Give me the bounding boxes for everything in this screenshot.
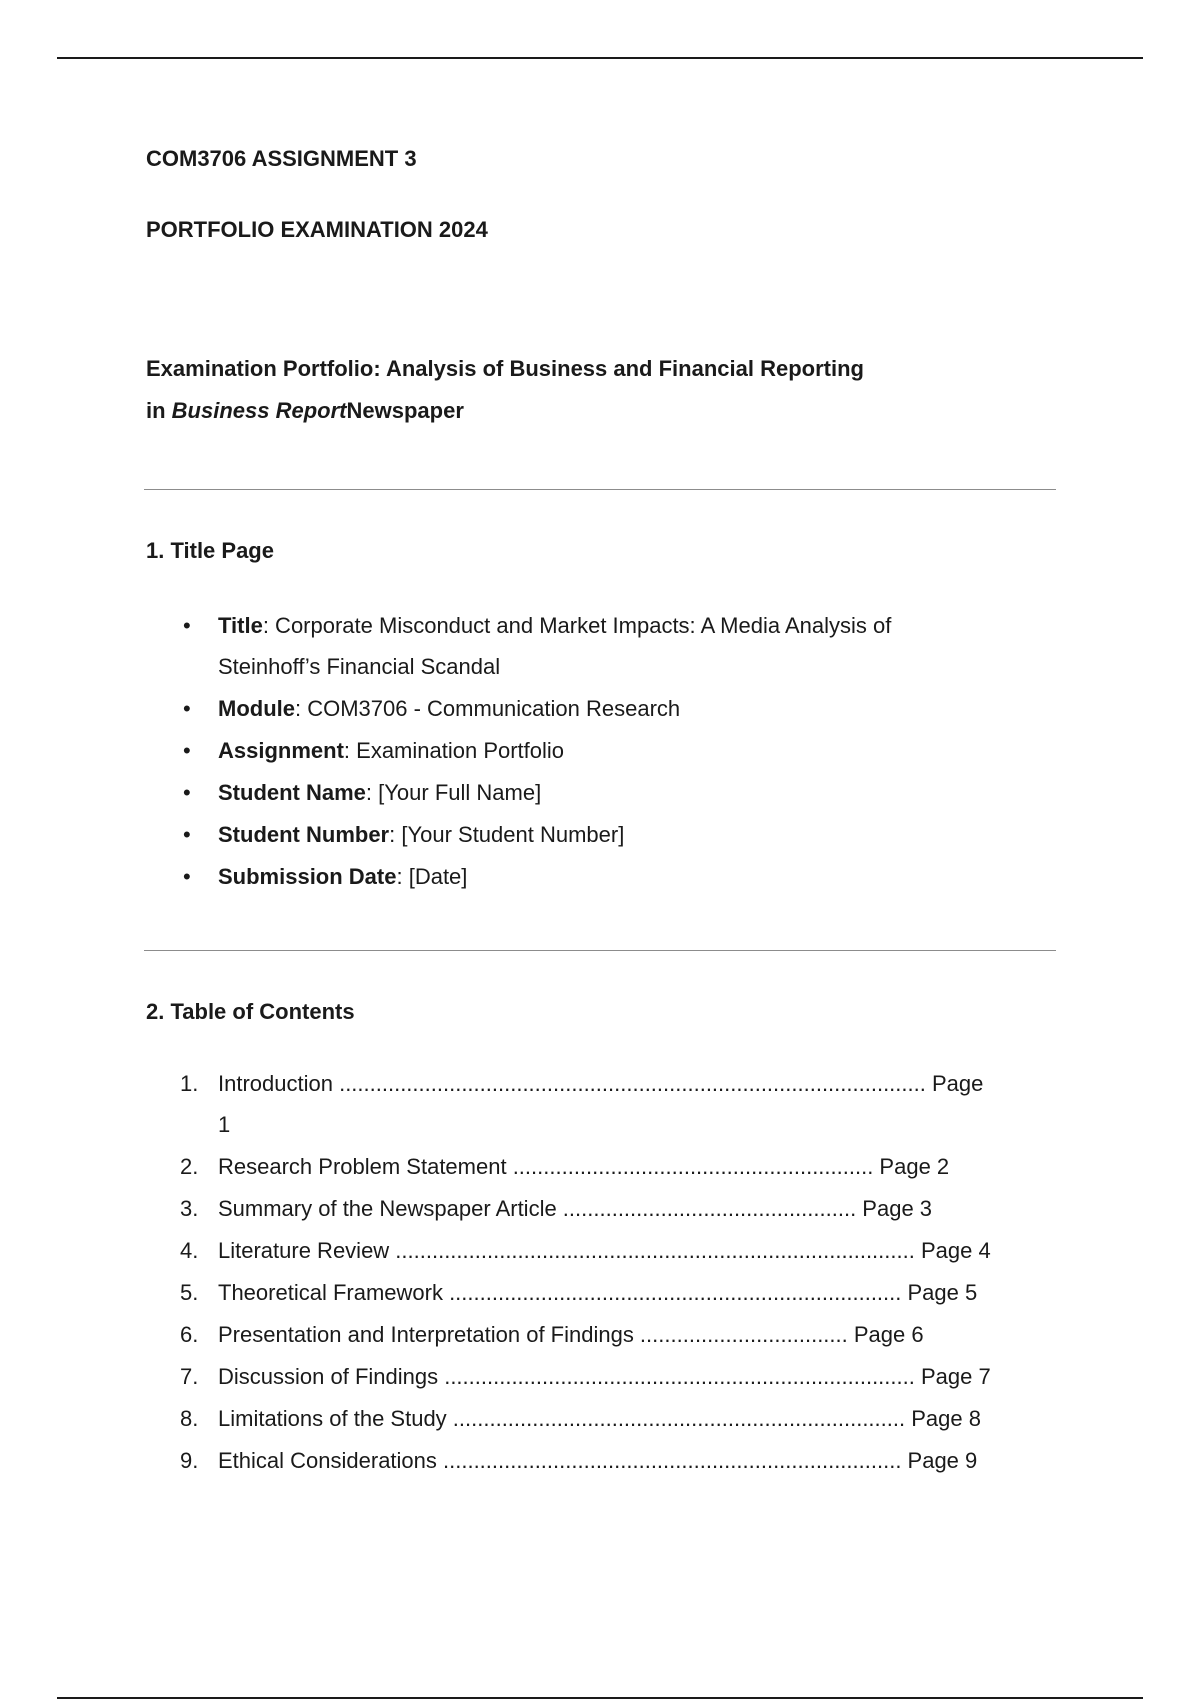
bullet-icon: • bbox=[183, 780, 191, 805]
toc-number: 2. bbox=[180, 1154, 199, 1179]
toc-number: 1. bbox=[180, 1071, 199, 1096]
toc-text: Discussion of Findings ............................................................................. Page 7 bbox=[218, 1364, 991, 1389]
title-page-list bbox=[146, 605, 1056, 898]
section-divider bbox=[144, 950, 1056, 951]
toc-text: Presentation and Interpretation of Findings .................................. Page 6 bbox=[218, 1322, 924, 1347]
toc-entry bbox=[146, 1440, 1056, 1481]
toc-number: 6. bbox=[180, 1322, 199, 1347]
list-item-module bbox=[146, 688, 1056, 729]
exam-title-newspaper-name: Business Report bbox=[171, 398, 347, 423]
toc-number: 4. bbox=[180, 1238, 199, 1263]
item-value: : COM3706 - Communication Research bbox=[295, 696, 681, 721]
toc-entry bbox=[146, 1398, 1056, 1439]
toc-text: Ethical Considerations ........................................................................... Page 9 bbox=[218, 1448, 978, 1473]
bullet-icon: • bbox=[183, 822, 191, 847]
toc-number: 3. bbox=[180, 1196, 199, 1221]
title-page-heading: 1. Title Page bbox=[146, 538, 274, 563]
toc-number: 7. bbox=[180, 1364, 199, 1389]
toc-text: Limitations of the Study .......................................................................... Page 8 bbox=[218, 1406, 981, 1431]
bullet-icon: • bbox=[183, 864, 191, 889]
item-label: Submission Date bbox=[218, 864, 397, 889]
exam-title-line2 bbox=[146, 398, 464, 424]
list-item-submission-date bbox=[146, 856, 1056, 897]
toc-text: Literature Review ..................................................................................... Page 4 bbox=[218, 1238, 991, 1263]
assignment-heading: COM3706 ASSIGNMENT 3 bbox=[146, 146, 417, 171]
page-bottom-rule bbox=[57, 1697, 1143, 1699]
item-label: Student Number bbox=[218, 822, 390, 847]
list-item-title bbox=[146, 605, 1056, 687]
exam-title-prefix: in bbox=[146, 398, 172, 423]
toc-entry bbox=[146, 1356, 1056, 1397]
toc-entry bbox=[146, 1230, 1056, 1271]
toc-heading: 2. Table of Contents bbox=[146, 999, 355, 1024]
exam-title-line1: Examination Portfolio: Analysis of Business and Financial Reporting bbox=[146, 356, 864, 381]
table-of-contents bbox=[146, 1063, 1056, 1482]
item-value: : [Date] bbox=[396, 864, 468, 889]
bullet-icon: • bbox=[183, 738, 191, 763]
portfolio-heading: PORTFOLIO EXAMINATION 2024 bbox=[146, 217, 488, 242]
bullet-icon: • bbox=[183, 696, 191, 721]
toc-text: Theoretical Framework .......................................................................... Page 5 bbox=[218, 1280, 978, 1305]
item-value: : Corporate Misconduct and Market Impacts: A Media Analysis of Steinhoff’s Financial Scandal bbox=[218, 613, 892, 679]
item-value: : [Your Full Name] bbox=[365, 780, 542, 805]
item-value: : Examination Portfolio bbox=[343, 738, 565, 763]
section-divider bbox=[144, 489, 1056, 490]
toc-entry bbox=[146, 1272, 1056, 1313]
item-value: : [Your Student Number] bbox=[389, 822, 625, 847]
list-item-student-name bbox=[146, 772, 1056, 813]
item-label: Assignment bbox=[218, 738, 344, 763]
bullet-icon: • bbox=[183, 613, 191, 638]
toc-entry bbox=[146, 1188, 1056, 1229]
list-item-assignment bbox=[146, 730, 1056, 771]
toc-text: Introduction ................................................................................................ Page 1 bbox=[218, 1071, 984, 1137]
toc-entry bbox=[146, 1063, 998, 1145]
exam-title-suffix: Newspaper bbox=[346, 398, 464, 423]
item-label: Student Name bbox=[218, 780, 366, 805]
toc-text: Research Problem Statement ........................................................... Page 2 bbox=[218, 1154, 950, 1179]
toc-entry bbox=[146, 1146, 1056, 1187]
item-label: Module bbox=[218, 696, 295, 721]
toc-number: 5. bbox=[180, 1280, 199, 1305]
toc-entry bbox=[146, 1314, 1056, 1355]
list-item-student-number bbox=[146, 814, 1056, 855]
item-label: Title bbox=[218, 613, 263, 638]
toc-text: Summary of the Newspaper Article ................................................ Page 3 bbox=[218, 1196, 933, 1221]
toc-number: 9. bbox=[180, 1448, 199, 1473]
page-top-rule bbox=[57, 57, 1143, 59]
toc-number: 8. bbox=[180, 1406, 199, 1431]
